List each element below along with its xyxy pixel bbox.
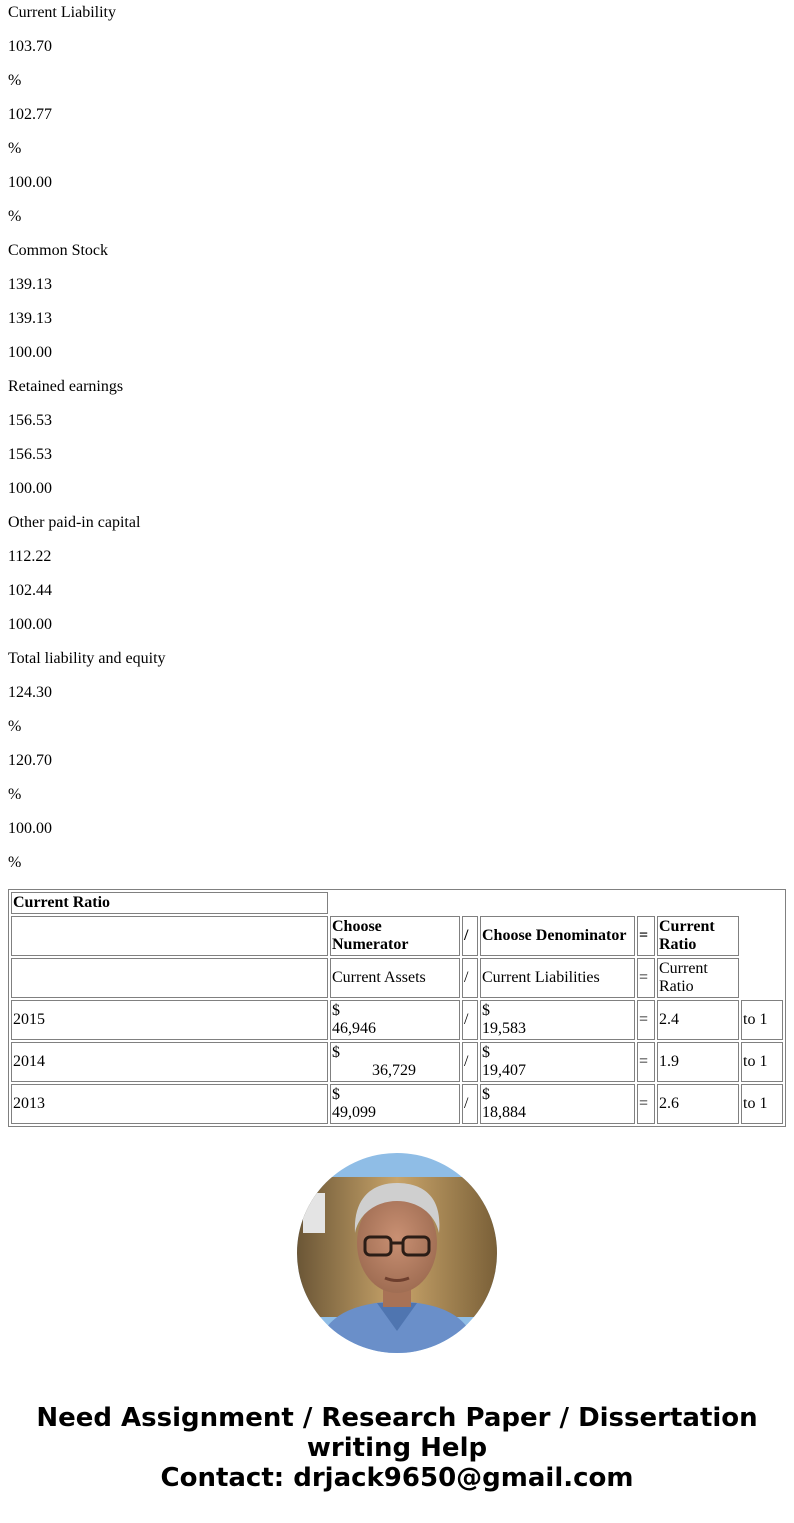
numerator-value: 46,946: [332, 1020, 376, 1037]
row-year: 2014: [11, 1042, 328, 1082]
header-numerator: Choose Numerator: [330, 916, 460, 956]
row-value: 120.70: [8, 752, 52, 769]
row-unit: %: [8, 718, 22, 735]
table-title: Current Ratio: [11, 892, 328, 914]
row-label: Current Liability: [8, 4, 116, 21]
row-value: 102.44: [8, 582, 52, 599]
table-row: [11, 1000, 783, 1040]
slash-cell: /: [462, 1084, 478, 1124]
numerator-value: 49,099: [332, 1104, 376, 1121]
numerator-cell: [330, 1084, 460, 1124]
denominator-value: 18,884: [482, 1104, 526, 1121]
row-value: 100.00: [8, 480, 52, 497]
formula-result: Current Ratio: [657, 958, 739, 998]
row-value: 156.53: [8, 446, 52, 463]
row-value: 156.53: [8, 412, 52, 429]
ratio-suffix: to 1: [741, 1084, 783, 1124]
denominator-value: 19,407: [482, 1062, 526, 1079]
row-value: 100.00: [8, 174, 52, 191]
table-formula-row: [11, 958, 783, 998]
table-header-row: [11, 916, 783, 956]
row-label: Common Stock: [8, 242, 109, 259]
avatar-portrait: [297, 1153, 497, 1353]
formula-slash: /: [462, 958, 478, 998]
row-value: 100.00: [8, 820, 52, 837]
slash-cell: /: [462, 1000, 478, 1040]
currency-sign: $: [482, 1044, 490, 1061]
ratio-suffix: to 1: [741, 1000, 783, 1040]
header-result: Current Ratio: [657, 916, 739, 956]
row-label: Other paid-in capital: [8, 514, 141, 531]
denominator-cell: [480, 1042, 635, 1082]
equals-cell: =: [637, 1042, 655, 1082]
denominator-value: 19,583: [482, 1020, 526, 1037]
equals-cell: =: [637, 1084, 655, 1124]
numerator-cell: [330, 1000, 460, 1040]
row-label: Total liability and equity: [8, 650, 166, 667]
contact-banner: [0, 1403, 794, 1493]
row-value: 100.00: [8, 344, 52, 361]
header-equals: =: [637, 916, 655, 956]
row-value: 112.22: [8, 548, 52, 565]
row-value: 103.70: [8, 38, 52, 55]
header-slash: /: [462, 916, 478, 956]
header-blank-cell: [11, 916, 328, 956]
ratio-suffix: to 1: [741, 1042, 783, 1082]
row-value: 139.13: [8, 310, 52, 327]
avatar: [297, 1153, 497, 1353]
row-value: 139.13: [8, 276, 52, 293]
denominator-cell: [480, 1000, 635, 1040]
denominator-cell: [480, 1084, 635, 1124]
equals-cell: =: [637, 1000, 655, 1040]
row-year: 2015: [11, 1000, 328, 1040]
table-row: [11, 1084, 783, 1124]
row-year: 2013: [11, 1084, 328, 1124]
currency-sign: $: [332, 1044, 340, 1061]
row-unit: %: [8, 140, 22, 157]
formula-blank-cell: [11, 958, 328, 998]
row-unit: %: [8, 72, 22, 89]
numerator-cell: [330, 1042, 460, 1082]
formula-denominator: Current Liabilities: [480, 958, 635, 998]
cta-line-2: writing Help: [306, 1433, 488, 1463]
row-unit: %: [8, 854, 22, 871]
row-value: 102.77: [8, 106, 52, 123]
cta-contact[interactable]: Contact: drjack9650@gmail.com: [160, 1463, 634, 1493]
formula-equals: =: [637, 958, 655, 998]
table-title-row: [11, 892, 783, 914]
row-label: Retained earnings: [8, 378, 124, 395]
ratio-value: 1.9: [657, 1042, 739, 1082]
row-value: 100.00: [8, 616, 52, 633]
cta-line-1: Need Assignment / Research Paper / Dissertation: [36, 1403, 758, 1433]
ratio-value: 2.6: [657, 1084, 739, 1124]
table-row: [11, 1042, 783, 1082]
row-unit: %: [8, 786, 22, 803]
currency-sign: $: [332, 1086, 340, 1103]
numerator-value: 36,729: [372, 1062, 416, 1079]
currency-sign: $: [482, 1086, 490, 1103]
row-value: 124.30: [8, 684, 52, 701]
slash-cell: /: [462, 1042, 478, 1082]
currency-sign: $: [332, 1002, 340, 1019]
wall-switch: [303, 1193, 325, 1233]
header-denominator: Choose Denominator: [480, 916, 635, 956]
current-ratio-table: [8, 889, 786, 1127]
ratio-value: 2.4: [657, 1000, 739, 1040]
currency-sign: $: [482, 1002, 490, 1019]
formula-numerator: Current Assets: [330, 958, 460, 998]
row-unit: %: [8, 208, 22, 225]
